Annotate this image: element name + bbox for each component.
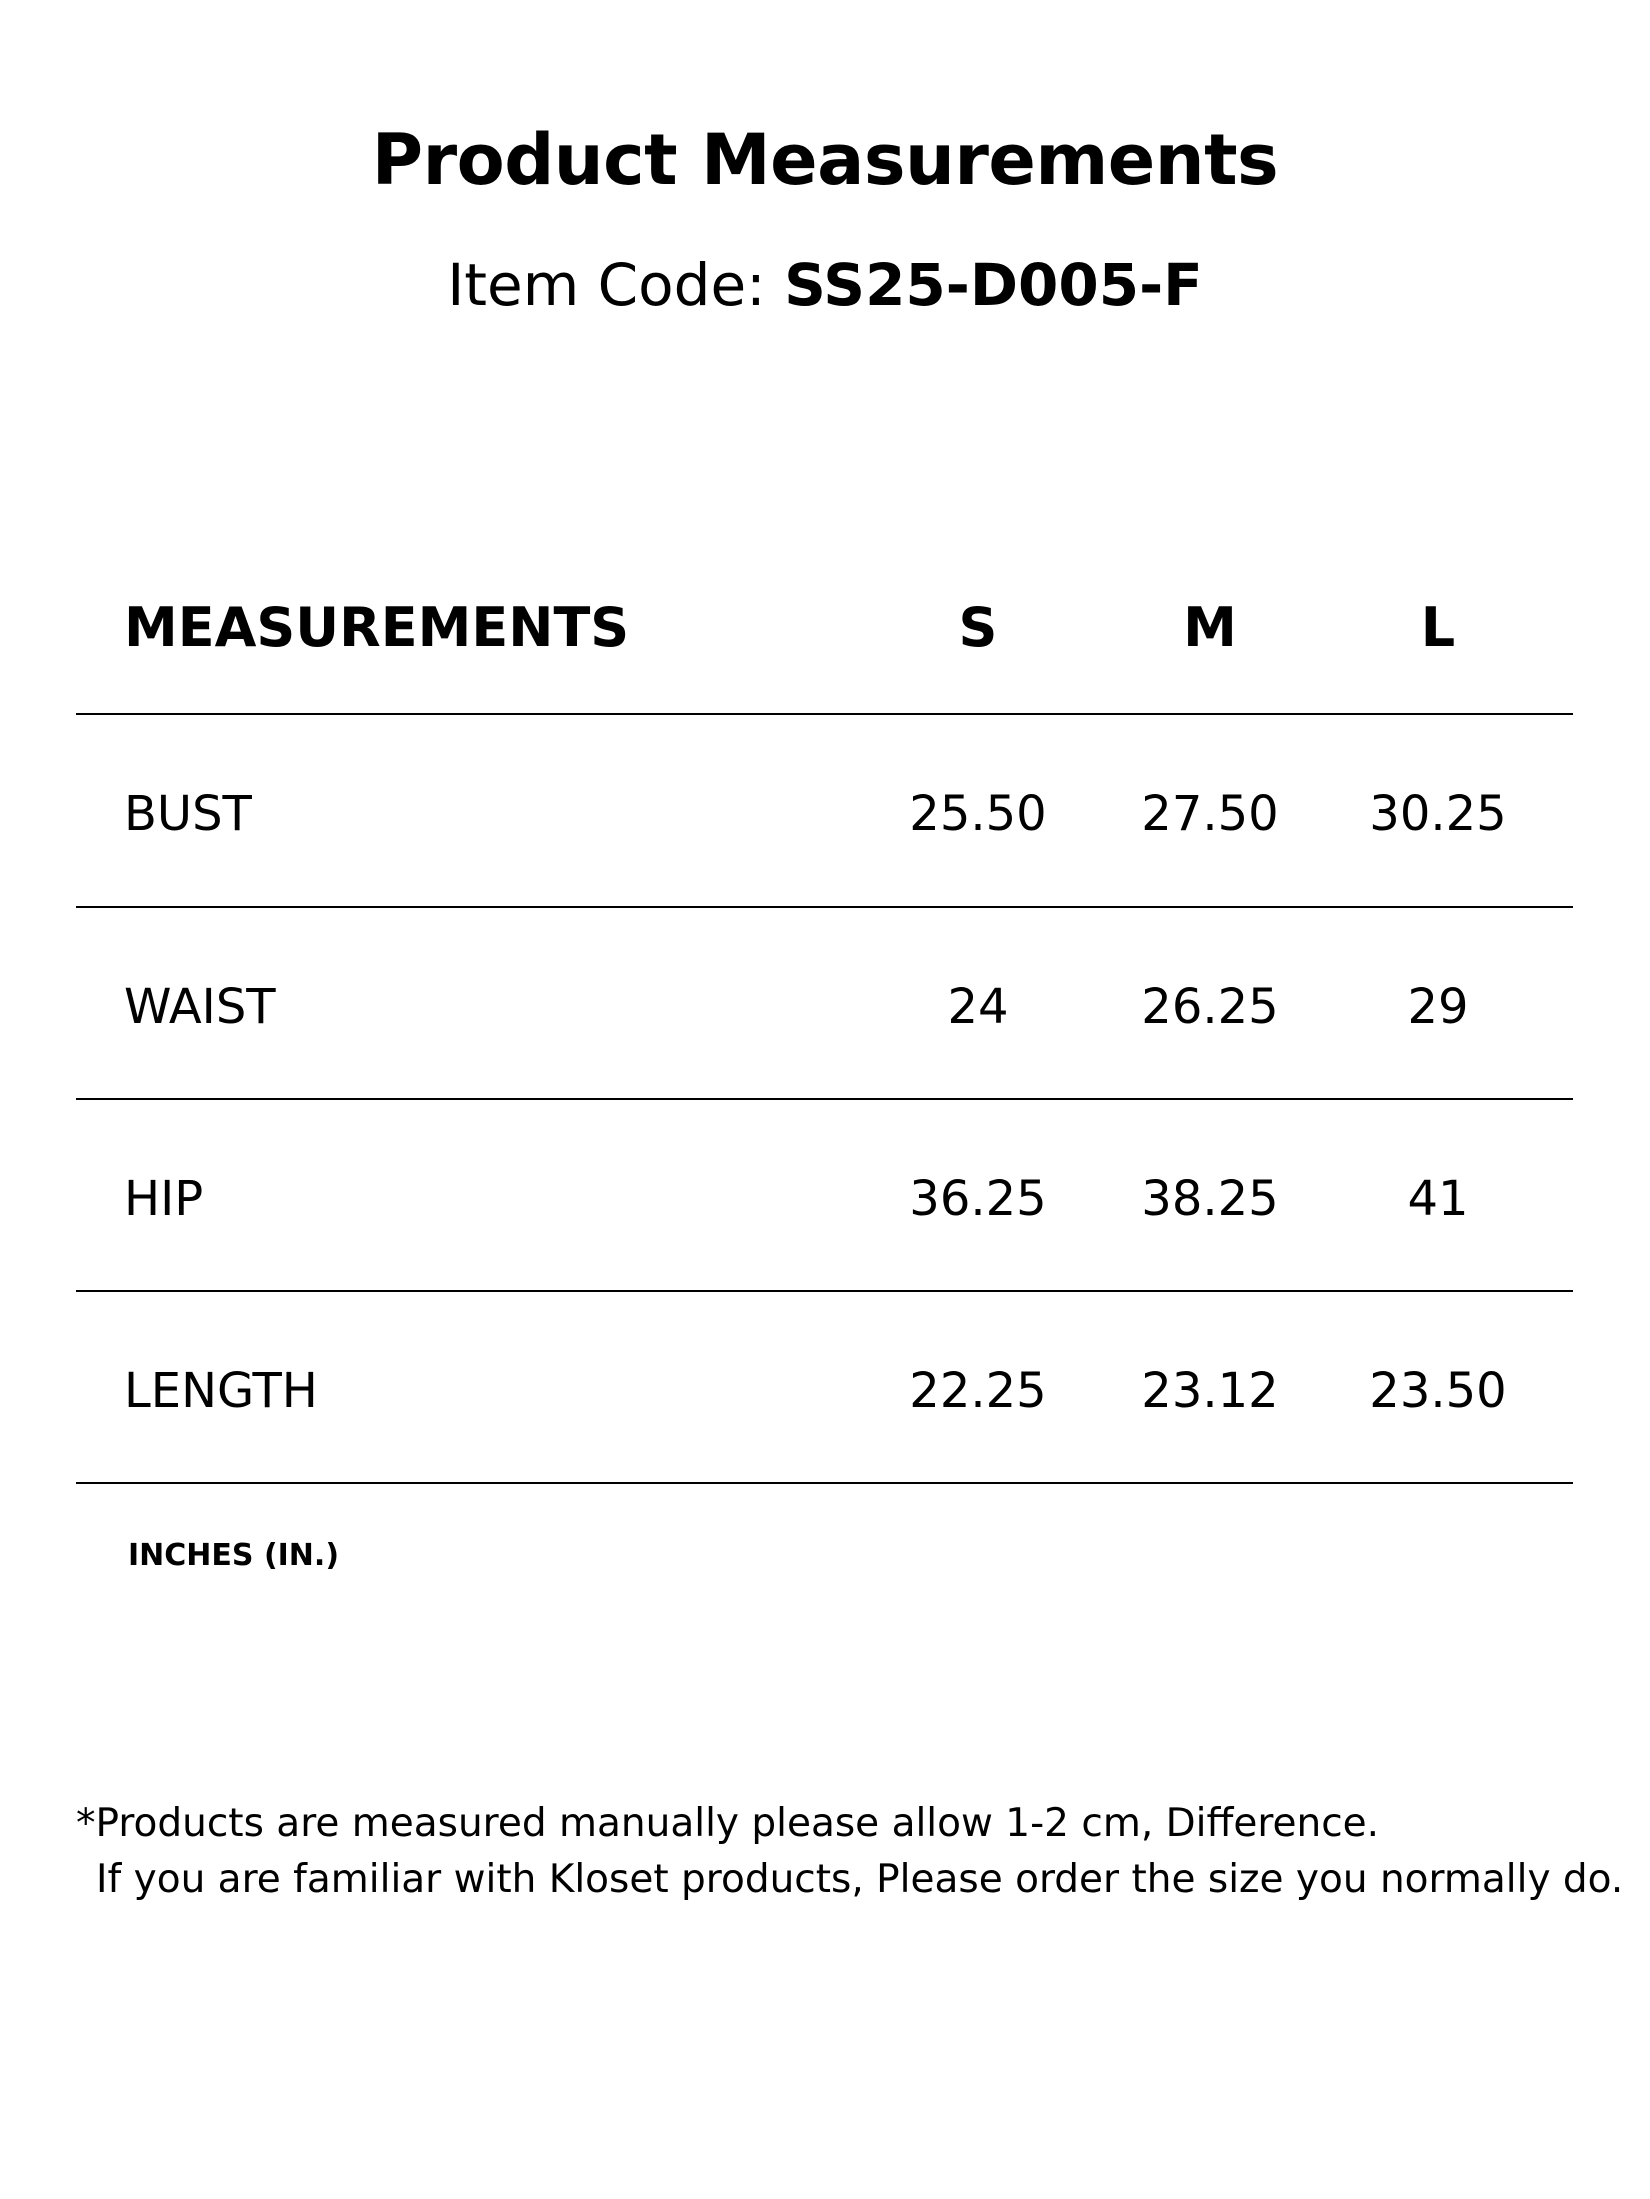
- page-title: Product Measurements: [371, 119, 1279, 201]
- row-label: WAIST: [124, 979, 276, 1035]
- table-row: [76, 1163, 1573, 1235]
- divider: [76, 1098, 1573, 1100]
- row-label: HIP: [124, 1171, 204, 1227]
- value-m: 27.50: [1141, 786, 1279, 842]
- value-s: 24: [947, 979, 1009, 1035]
- item-code-label: Item Code:: [447, 251, 785, 319]
- value-l: 23.50: [1369, 1363, 1507, 1419]
- header-size-m: M: [1183, 596, 1237, 659]
- row-label: LENGTH: [124, 1363, 318, 1419]
- divider: [76, 1482, 1573, 1484]
- value-l: 41: [1407, 1171, 1469, 1227]
- row-label: BUST: [124, 786, 252, 842]
- table-header-row: [76, 592, 1573, 664]
- header-measurements: MEASUREMENTS: [124, 596, 630, 659]
- value-m: 38.25: [1141, 1171, 1279, 1227]
- table-row: [76, 1355, 1573, 1427]
- value-s: 22.25: [909, 1363, 1047, 1419]
- value-l: 30.25: [1369, 786, 1507, 842]
- disclaimer-note: *Products are measured manually please allow 1-2 cm, Difference.: [76, 1801, 1380, 1846]
- header-size-l: L: [1420, 596, 1456, 659]
- divider: [76, 1290, 1573, 1292]
- value-m: 26.25: [1141, 979, 1279, 1035]
- value-l: 29: [1407, 979, 1469, 1035]
- item-code-value: SS25-D005-F: [784, 251, 1203, 319]
- header-size-s: S: [958, 596, 998, 659]
- value-m: 23.12: [1141, 1363, 1279, 1419]
- divider: [76, 713, 1573, 715]
- value-s: 25.50: [909, 786, 1047, 842]
- sizing-advice-note: If you are familiar with Kloset products, Please order the size you normally do.: [96, 1857, 1624, 1902]
- unit-label: INCHES (IN.): [128, 1538, 340, 1573]
- value-s: 36.25: [909, 1171, 1047, 1227]
- table-row: [76, 778, 1573, 850]
- table-row: [76, 971, 1573, 1043]
- divider: [76, 906, 1573, 908]
